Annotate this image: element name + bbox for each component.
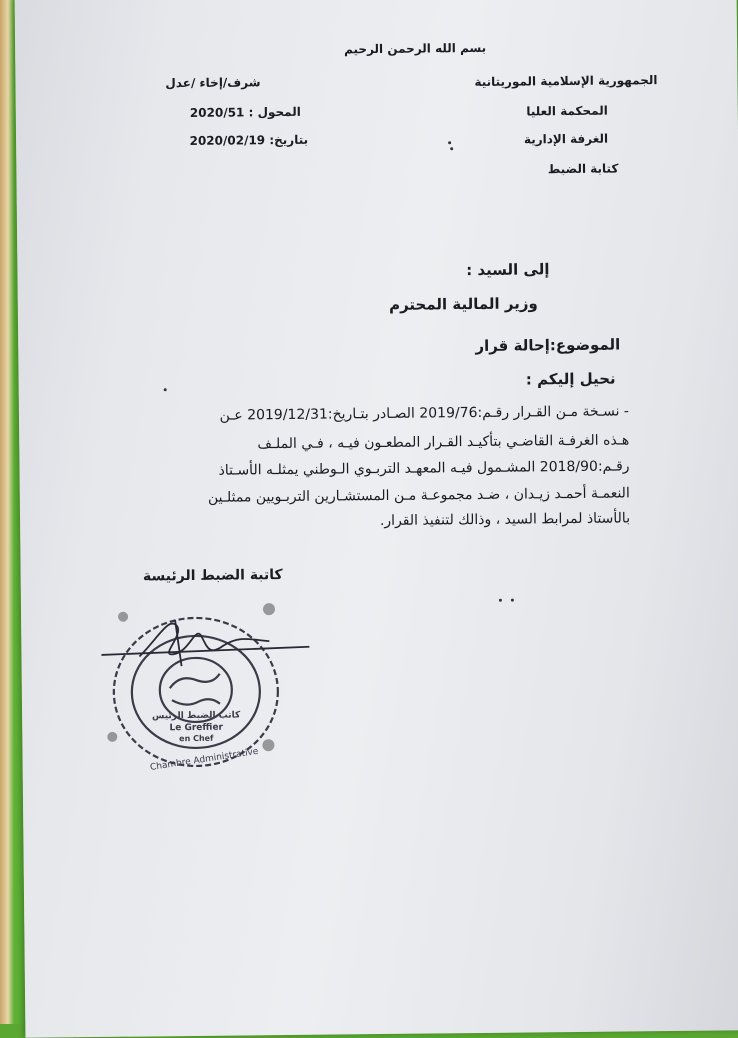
header-country: الجمهورية الإسلامية الموريتانية: [474, 73, 658, 89]
header-date: [158, 133, 308, 149]
date-label: بتاريخ:: [269, 132, 309, 148]
stamp-inner-line2: Le Greffier: [169, 722, 224, 734]
header-registry: كتابة الضبط: [547, 161, 619, 177]
body-line-1: - نسـخة مـن القـرار رقـم:2019/76 الصـادر بتـاريخ:2019/12/31 عـن: [219, 403, 630, 424]
header-reference: [171, 105, 301, 120]
addressee-name: وزير المالية المحترم: [388, 294, 538, 314]
body-line-3: رقـم:2018/90 المشـمول فيـه المعهـد التربـوي الـوطني يمثلـه الأسـتاذ: [218, 458, 630, 479]
body-line-5: بالأستاذ لمرابط السيد ، وذالك لتنفيذ القرار.: [379, 510, 631, 530]
ink-dot: [450, 147, 453, 150]
signature-title: كاتبة الضبط الرئيسة: [142, 567, 283, 585]
greeting-line: نحيل إليكم :: [525, 369, 616, 389]
addressee-title: إلى السيد :: [466, 260, 550, 280]
basmala: بسم الله الرحمن الرحيم: [344, 40, 487, 57]
stamp-outer-text: Chambre Administrative: [149, 746, 260, 774]
ink-dot: [448, 141, 451, 144]
header-court: المحكمة العليا: [526, 103, 608, 119]
header-motto: شرف/إخاء /عدل: [165, 75, 261, 91]
official-stamp: [99, 595, 313, 775]
reference-value: 2020/51: [189, 105, 245, 120]
stamp-inner-line1: كاتب الضبط الرئيس: [151, 710, 241, 722]
reference-label: المحول :: [248, 104, 301, 120]
stamp-inner-line3: en Chef: [179, 733, 214, 744]
ink-dot: [499, 599, 502, 602]
date-value: 2020/02/19: [189, 133, 266, 148]
ink-dot: [511, 599, 514, 602]
ink-dot: [164, 388, 167, 391]
header-chamber: الغرفة الإدارية: [523, 131, 609, 147]
body-line-4: النعمـة أحمـد زيـدان ، ضـد مجموعـة مـن المستشـارين التربـويين ممثلـين: [207, 485, 630, 506]
document-page: [15, 0, 738, 1038]
subject-line: الموضوع:إحالة قرار: [475, 335, 621, 356]
body-line-2: هـذه الغرفـة القاضـي بتأكيـد القـرار المطعـون فيـه ، فـي الملـف: [257, 432, 630, 453]
